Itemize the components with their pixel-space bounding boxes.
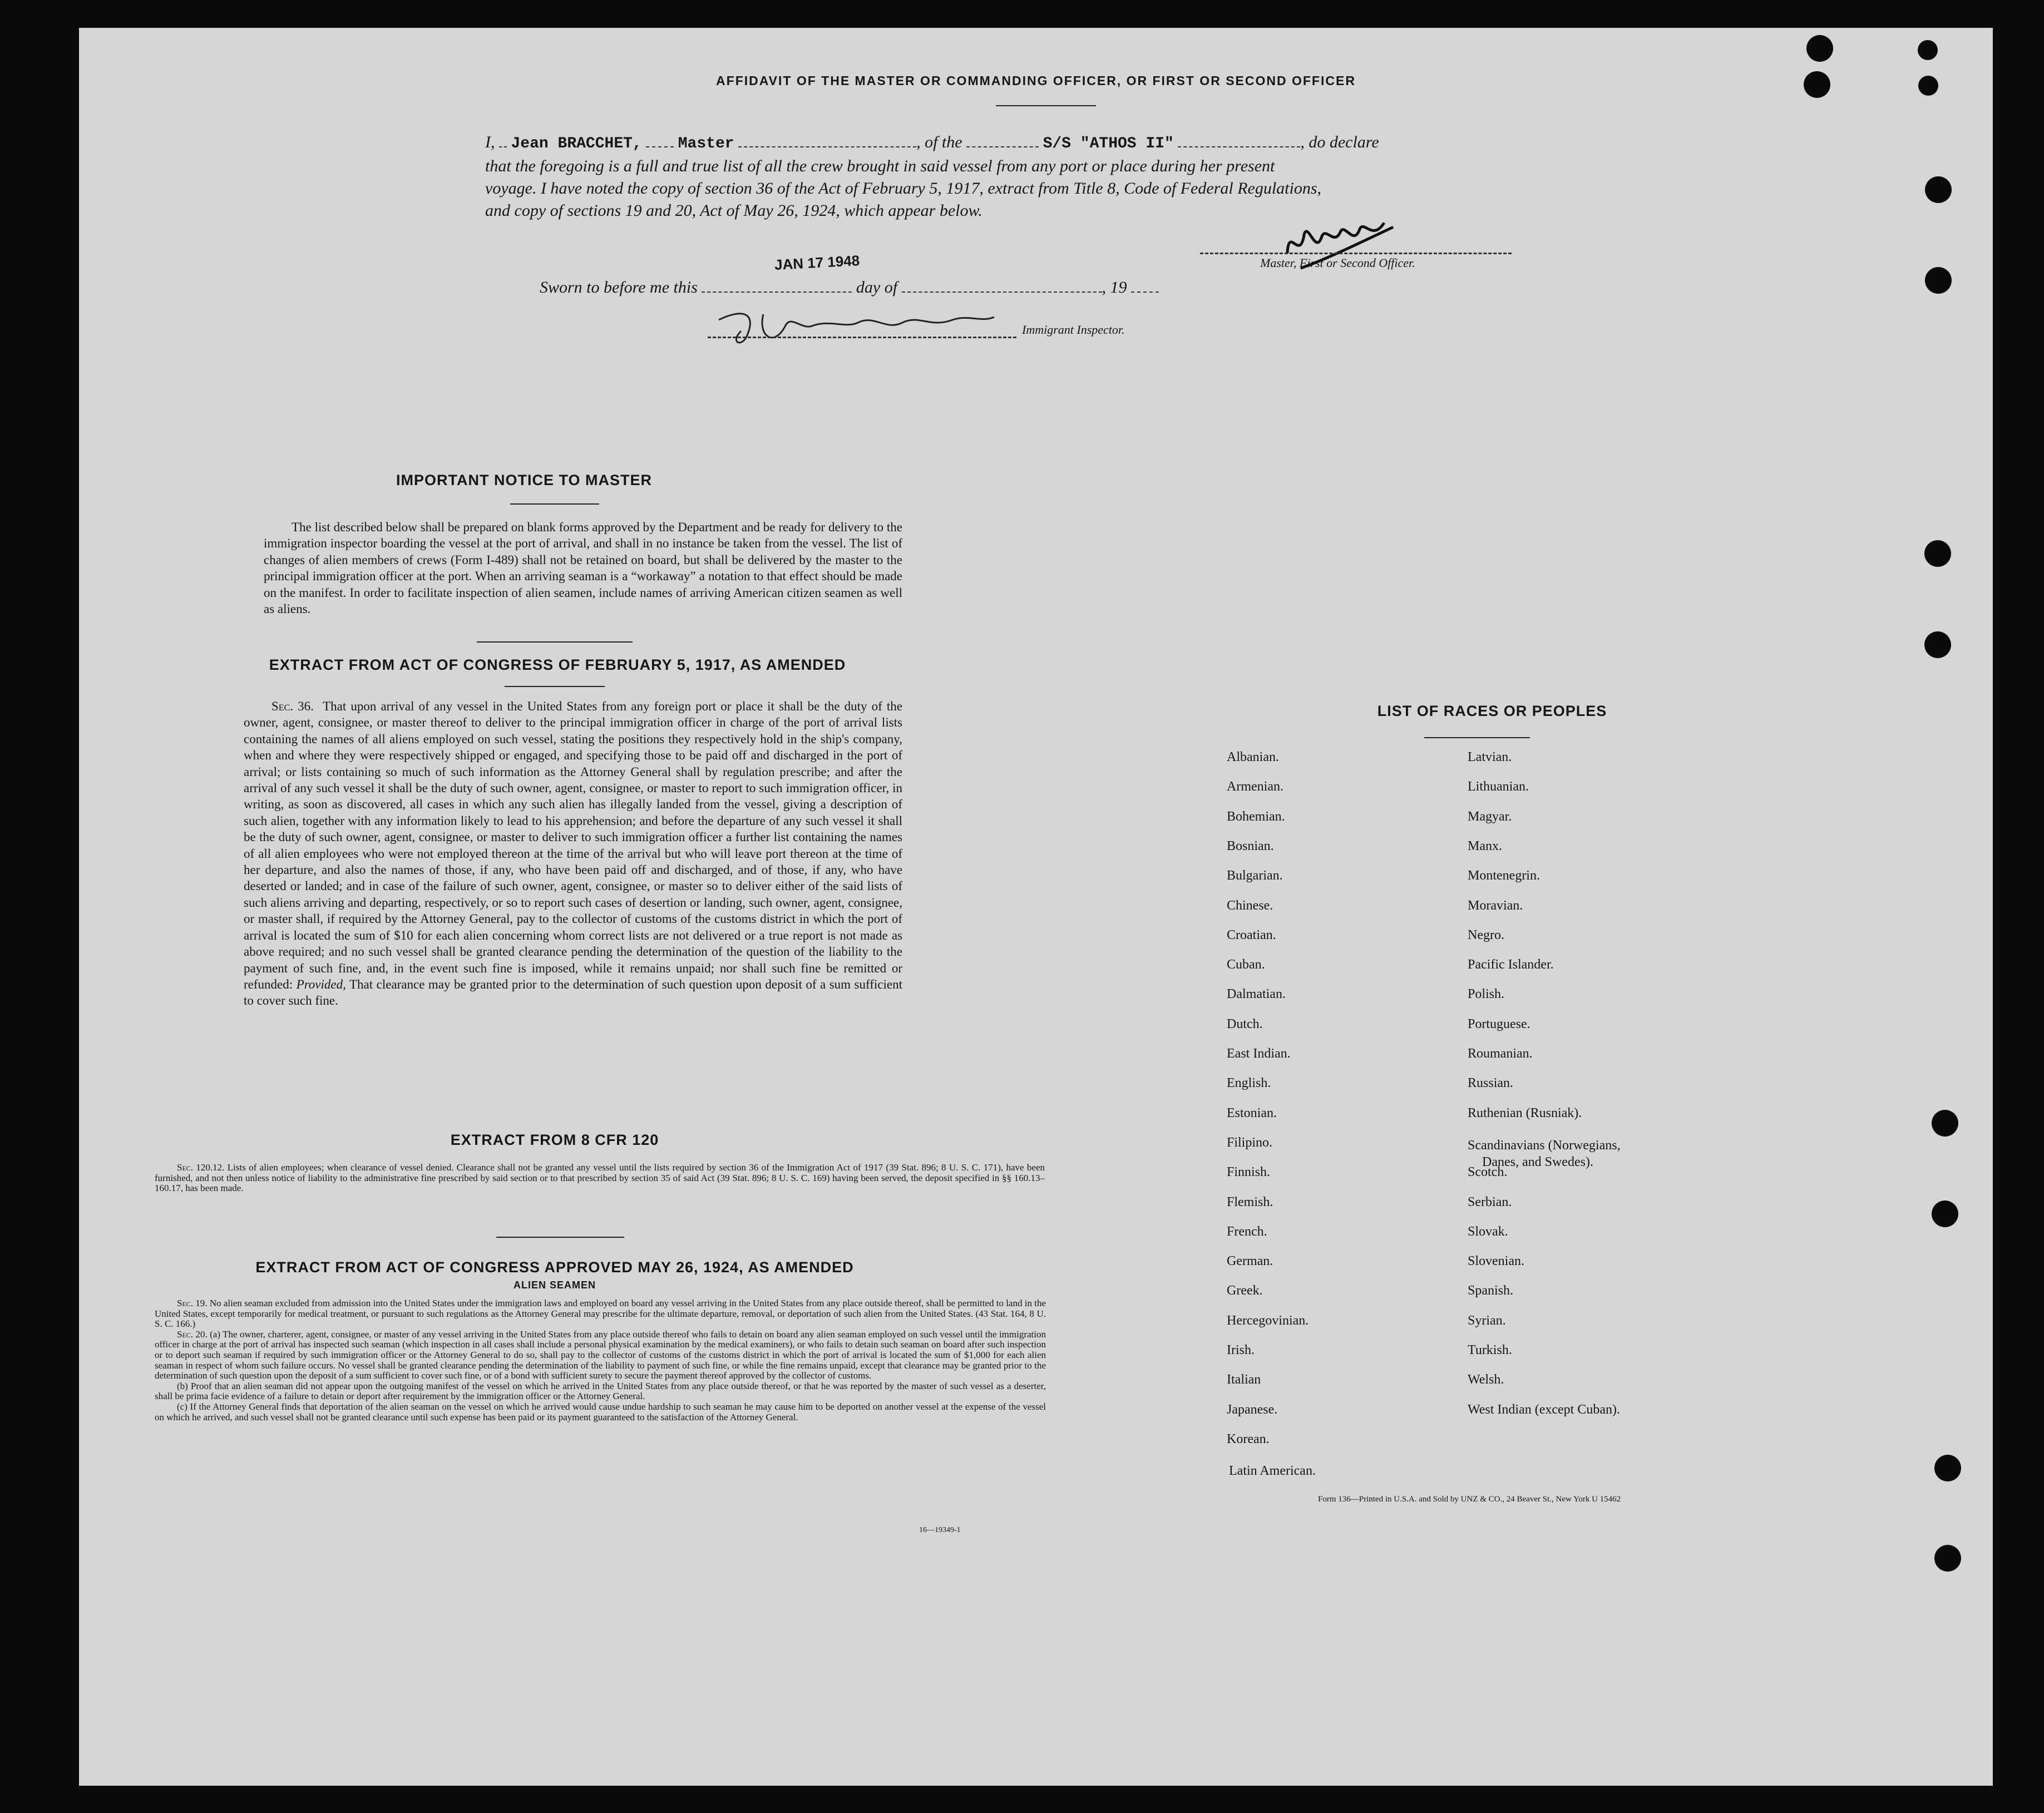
- race-item: Slovak.: [1468, 1224, 1508, 1239]
- race-item: Scotch.: [1468, 1165, 1508, 1180]
- cfr-paragraph: [155, 1163, 1045, 1194]
- act1917-text: [244, 698, 902, 1009]
- race-item: Chinese.: [1227, 898, 1273, 913]
- race-item: Welsh.: [1468, 1372, 1504, 1387]
- race-item: Cuban.: [1227, 957, 1265, 972]
- sec20b-paragraph: (b) Proof that an alien seaman did not appear upon the outgoing manifest of the vessel on which he arrived in the United States from any place outside thereof, or that he was reported by the master of such vessel as a deserter, shall be prima facie evidence of a failure to detain or deport after requirement by the immigration officer or the Attorney General.: [155, 1380, 1046, 1402]
- race-item: West Indian (except Cuban).: [1468, 1402, 1620, 1417]
- race-item: Lithuanian.: [1468, 779, 1529, 794]
- race-item: Irish.: [1227, 1343, 1255, 1357]
- affidavit-line-3: voyage. I have noted the copy of section 36 of the Act of February 5, 1917, extract from Title 8, Code of Federal Regulations,: [485, 179, 1322, 197]
- race-item: Slovenian.: [1468, 1254, 1524, 1269]
- sec20-label: Sec. 20.: [177, 1328, 208, 1340]
- race-item: Croatian.: [1227, 927, 1276, 942]
- section-rule: [477, 641, 633, 643]
- print-code: 16—19349-1: [919, 1526, 961, 1534]
- year-text: , 19: [1102, 278, 1127, 297]
- race-item: Pacific Islander.: [1468, 957, 1554, 972]
- sec20c-paragraph: (c) If the Attorney General finds that deportation of the alien seaman on the vessel on which he arrived would cause undue hardship to such seaman he may cause him to be deported on another vessel at the expense of the vessel on which he arrived, and such vessel shall not be granted clearance until such expense has been paid or its payment guaranteed to the satisfaction of the Attorney General.: [155, 1401, 1046, 1422]
- punch-hole: [1934, 1545, 1961, 1572]
- notice-heading: IMPORTANT NOTICE TO MASTER: [396, 472, 652, 488]
- provided-label: Provided,: [296, 977, 346, 991]
- act1924-text: [155, 1298, 1046, 1422]
- cfr-text: [155, 1163, 1045, 1194]
- sec20a-text: (a) The owner, charterer, agent, consignee, or master of any vessel arriving in the United States from any place outside thereof who fails to detain on board any alien seaman employed on such vessel until the immigration officer in charge at the port of arrival has inspected such seaman (which inspection in all cases shall include a personal physical examination by the medical examiners), or who fails to detain such seaman on board after such inspection or to deport such seaman if required by such immigration officer or the Attorney General to do so, shall pay to the collector of customs of the customs district in which the port of arrival is located the sum of $1,000 for each alien seaman in respect of whom such failure occurs. No vessel shall be granted clearance pending the determination of the liability to payment of such fine, or while the fine remains unpaid, except that clearance may be granted prior to the determination of such question upon the deposit of a sum sufficient to cover such fine, or of a bond with sufficient surety to secure the payment thereof approved by the collector of customs.: [155, 1328, 1046, 1381]
- race-item: Finnish.: [1227, 1165, 1271, 1180]
- race-item: Scandinavians (Norwegians,: [1468, 1138, 1621, 1153]
- of-the-text: , of the: [916, 133, 962, 151]
- race-item: English.: [1227, 1076, 1271, 1091]
- punch-hole: [1918, 40, 1938, 60]
- race-item: Roumanian.: [1468, 1046, 1533, 1061]
- race-item: Dalmatian.: [1227, 987, 1286, 1002]
- punch-hole: [1925, 267, 1952, 294]
- race-item: Russian.: [1468, 1076, 1514, 1091]
- master-signature-line: [1200, 253, 1512, 254]
- punch-hole: [1924, 540, 1951, 567]
- race-item: Magyar.: [1468, 809, 1512, 824]
- race-item: Albanian.: [1227, 750, 1279, 764]
- race-item: Syrian.: [1468, 1313, 1506, 1328]
- race-item: Bohemian.: [1227, 809, 1285, 824]
- punch-hole: [1806, 35, 1833, 62]
- inspector-caption: Immigrant Inspector.: [1022, 323, 1125, 337]
- notice-text: [264, 519, 902, 617]
- cfr-rule: [496, 1237, 624, 1238]
- race-item: East Indian.: [1227, 1046, 1291, 1061]
- race-item: Moravian.: [1468, 898, 1523, 913]
- race-item: Filipino.: [1227, 1135, 1273, 1150]
- race-item: Latin American.: [1229, 1464, 1316, 1479]
- race-item: German.: [1227, 1254, 1273, 1269]
- sworn-line: [540, 276, 1159, 299]
- race-item: Bulgarian.: [1227, 868, 1283, 883]
- affidavit-line-1: [485, 131, 1631, 155]
- race-item: Japanese.: [1227, 1402, 1278, 1417]
- race-item: Spanish.: [1468, 1283, 1514, 1298]
- sec36-text: That upon arrival of any vessel in the United States from any foreign port or place it shall be the duty of the owner, agent, consignee, or master thereof to deliver to the principal immigration officer in charge of the port of arrival lists containing the names of all aliens employed on such vessel, stating the positions they respectively hold in the ship's company, when and where they were respectively shipped or engaged, and specifying those to be paid off and discharged in the port of arrival; or lists containing so much of such information as the Attorney General shall by regulation prescribe; and after the arrival of any such vessel it shall be the duty of such owner, agent, consignee, or master to report to such immigration officer, in writing, as soon as discovered, all cases in which any such alien has illegally landed from the vessel, giving a description of such alien, together with any information likely to lead to his apprehension; and before the departure of any such vessel it shall be the duty of such owner, agent, consignee, or master to deliver to such immigration officer a further list containing the names of all alien employees who were not employed thereon at the time of the arrival but who will leave port thereon at the time of her departure, and also the names of those, if any, who have been paid off and discharged, and of those, if any, who have deserted or landed; and in case of the failure of such owner, agent, consignee, or master so to deliver either of the said lists of such aliens arriving and departing, respectively, or so to report such cases of desertion or landing, such owner, agent, consignee, or master shall, if required by the Attorney General, pay to the collector of customs of the customs district in which the port of arrival is located the sum of $10 for each alien concerning whom correct lists are not delivered or a true report is not made as above required; and no such vessel shall be granted clearance pending the determination of the question of the liability to the payment of such fine, and, in the event such fine is imposed, while it remains unpaid; nor shall such fine be remitted or refunded:: [244, 699, 903, 991]
- document-page: [79, 28, 1993, 1786]
- sec36-label: Sec. 36.: [271, 699, 314, 713]
- race-item: Estonian.: [1227, 1105, 1277, 1120]
- race-item: Portuguese.: [1468, 1016, 1530, 1031]
- race-item: Flemish.: [1227, 1194, 1273, 1209]
- race-item: Bosnian.: [1227, 838, 1274, 853]
- race-item: Serbian.: [1468, 1194, 1512, 1209]
- race-item: Korean.: [1227, 1431, 1270, 1446]
- provided-text: That clearance may be granted prior to the determination of such question upon deposit of a sum sufficient to cover such fine.: [244, 977, 902, 1008]
- race-item: Dutch.: [1227, 1016, 1263, 1031]
- affidavit-pre: I,: [485, 133, 495, 151]
- punch-hole: [1932, 1201, 1958, 1227]
- sworn-text: Sworn to before me this: [540, 278, 698, 297]
- master-rank: Master: [678, 135, 734, 152]
- race-item: Polish.: [1468, 987, 1505, 1002]
- sec36-paragraph: [244, 698, 902, 1009]
- race-item: Montenegrin.: [1468, 868, 1540, 883]
- inspector-signature: [708, 303, 997, 356]
- title-rule: [996, 105, 1096, 106]
- race-item: Negro.: [1468, 927, 1504, 942]
- sec19-paragraph: [155, 1298, 1046, 1330]
- race-item: Ruthenian (Rusniak).: [1468, 1105, 1582, 1120]
- race-item: Hercegovinian.: [1227, 1313, 1309, 1328]
- sec19-label: Sec. 19.: [177, 1298, 208, 1308]
- signature-scribble: [708, 303, 997, 353]
- master-caption: Master, First or Second Officer.: [1260, 256, 1415, 270]
- form-footer: Form 136—Printed in U.S.A. and Sold by UNZ & CO., 24 Beaver St., New York U 15462: [1318, 1495, 1621, 1504]
- race-item: Manx.: [1468, 838, 1502, 853]
- vessel-name: S/S "ATHOS II": [1043, 135, 1174, 152]
- date-stamp: JAN 17 1948: [774, 252, 860, 273]
- act1924-heading: EXTRACT FROM ACT OF CONGRESS APPROVED MAY 26, 1924, AS AMENDED: [255, 1259, 854, 1276]
- inspector-signature-line: [708, 337, 1016, 338]
- affidavit-line-4: and copy of sections 19 and 20, Act of May 26, 1924, which appear below.: [485, 201, 982, 220]
- punch-hole: [1932, 1110, 1958, 1137]
- race-item: Latvian.: [1468, 750, 1512, 764]
- race-item: Turkish.: [1468, 1343, 1512, 1357]
- punch-hole: [1924, 631, 1951, 658]
- affidavit-title: AFFIDAVIT OF THE MASTER OR COMMANDING OFFICER, OR FIRST OR SECOND OFFICER: [716, 73, 1356, 88]
- act1917-rule: [505, 686, 605, 687]
- race-item: Armenian.: [1227, 779, 1283, 794]
- declare-text: , do declare: [1300, 133, 1379, 151]
- day-of-text: day of: [856, 278, 898, 297]
- act1924-subheading: ALIEN SEAMEN: [513, 1280, 596, 1291]
- races-rule: [1424, 737, 1530, 738]
- race-item: Danes, and Swedes).: [1482, 1154, 1593, 1169]
- race-item: French.: [1227, 1224, 1267, 1239]
- act1917-heading: EXTRACT FROM ACT OF CONGRESS OF FEBRUARY 5, 1917, AS AMENDED: [269, 656, 846, 673]
- cfr-sec-text: Lists of alien employees; when clearance of vessel denied. Clearance shall not be granted any vessel until the lists required by section 36 of the Immigration Act of 1917 (39 Stat. 896; 8 U. S. C. 171), have been furnished, and not then unless notice of liability to the administrative fine prescribed by said section or to that prescribed by section 35 of said Act (39 Stat. 896; 8 U. S. C. 169) having been served, the deposit specified in §§ 160.13–160.17, has been made.: [155, 1162, 1045, 1194]
- sec19-text: No alien seaman excluded from admission into the United States under the immigration laws and employed on board any vessel arriving in the United States from any place outside thereof, shall be permitted to land in the United States, except temporarily for medical treatment, or pursuant to such regulations as the Attorney General may prescribe for the ultimate departure, removal, or deportation of such alien from the United States. (43 Stat. 164, 8 U. S. C. 166.): [155, 1298, 1046, 1330]
- notice-rule: [510, 503, 599, 505]
- master-name: Jean BRACCHET,: [511, 135, 642, 152]
- sec20a-paragraph: [155, 1330, 1046, 1381]
- race-item: Italian: [1227, 1372, 1261, 1387]
- notice-paragraph: The list described below shall be prepared on blank forms approved by the Department and be ready for delivery to the immigration inspector boarding the vessel at the port of arrival, and shall in no instance be taken from the vessel. The list of changes of alien members of crews (Form I-489) shall not be retained on board, but shall be delivered by the master to the principal immigration officer at the port. When an arriving seaman is a “workaway” a notation to that effect should be made on the manifest. In order to facilitate inspection of alien seamen, include names of arriving American citizen seamen as well as aliens.: [264, 520, 902, 616]
- punch-hole: [1925, 176, 1952, 203]
- affidavit-line-2: that the foregoing is a full and true list of all the crew brought in said vessel from any port or place during her present: [485, 157, 1275, 175]
- affidavit-block: [485, 131, 1631, 222]
- races-heading: LIST OF RACES OR PEOPLES: [1377, 703, 1607, 719]
- race-item: Greek.: [1227, 1283, 1263, 1298]
- cfr-sec-label: Sec. 120.12.: [177, 1162, 225, 1173]
- punch-hole: [1934, 1455, 1961, 1481]
- cfr-heading: EXTRACT FROM 8 CFR 120: [450, 1132, 659, 1148]
